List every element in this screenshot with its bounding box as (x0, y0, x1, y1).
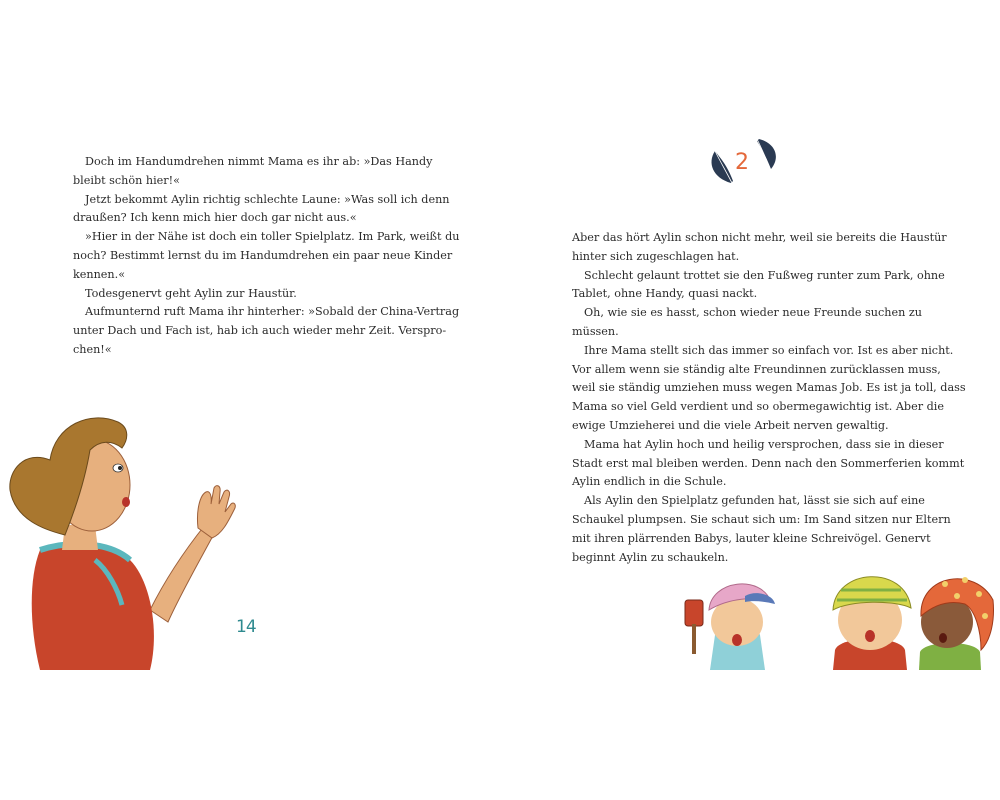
text-line: Mama so viel Geld verdient und so obermegawichtig ist. Aber die (572, 400, 944, 414)
text-line: Schlecht gelaunt trottet sie den Fußweg runter zum Park, ohne (584, 268, 945, 282)
feather-icon (712, 151, 733, 185)
text-line: Tablet, ohne Handy, quasi nackt. (572, 287, 758, 301)
paragraph (572, 267, 945, 305)
text-line: Mama hat Aylin hoch und heilig versprochen, dass sie in dieser (584, 437, 944, 451)
text-line: beginnt Aylin zu schaukeln. (572, 550, 729, 564)
left-page-text (73, 153, 460, 360)
right-page (500, 0, 1000, 800)
text-line: noch? Bestimmt lernst du im Handumdrehen ein paar neue Kinder (73, 248, 453, 262)
text-line: Aber das hört Aylin schon nicht mehr, weil sie bereits die Haustür (572, 231, 947, 244)
page-number: 14 (236, 617, 256, 637)
text-line: Jetzt bekommt Aylin richtig schlechte Laune: »Was soll ich denn (85, 192, 450, 206)
text-line: müssen. (572, 324, 619, 338)
paragraph (572, 436, 965, 492)
feather-icon (757, 139, 776, 171)
text-line: »Hier in der Nähe ist doch ein toller Spielplatz. Im Park, weißt du (85, 230, 460, 244)
text-line: draußen? Ich kenn mich hier doch gar nicht aus.« (73, 211, 357, 225)
paragraph (73, 191, 450, 229)
text-line: ewige Umzieherei und die viele Arbeit nerven gewaltig. (572, 418, 889, 432)
paragraph (73, 153, 433, 191)
text-line: weil sie ständig umziehen muss wegen Mamas Job. Es ist ja toll, dass (572, 381, 966, 395)
text-line: bleibt schön hier!« (73, 173, 180, 187)
text-line: chen!« (73, 342, 112, 356)
text-line: unter Dach und Fach ist, hab ich auch wieder mehr Zeit. Verspro- (73, 324, 447, 338)
text-line: Vor allem wenn sie ständig alte Freundinnen zurücklassen muss, (572, 362, 941, 376)
text-line: Schaukel plumpsen. Sie schaut sich um: Im Sand sitzen nur Eltern (572, 512, 951, 526)
text-line: Stadt erst mal bleiben werden. Denn nach den Sommerferien kommt (572, 456, 965, 470)
paragraph (572, 342, 966, 436)
right-page-text (572, 229, 966, 567)
text-line: hinter sich zugeschlagen hat. (572, 249, 740, 263)
text-line: Ihre Mama stellt sich das immer so einfach vor. Ist es aber nicht. (584, 343, 954, 357)
text-line: kennen.« (73, 267, 126, 281)
text-line: Aufmunternd ruft Mama ihr hinterher: »Sobald der China-Vertrag (85, 305, 460, 319)
paragraph (572, 492, 951, 567)
paragraph (572, 304, 922, 342)
text-line: Als Aylin den Spielplatz gefunden hat, lässt sie sich auf eine (584, 494, 925, 508)
girl-waving-illustration (0, 400, 260, 670)
chapter-heading (703, 133, 783, 193)
text-line: Oh, wie sie es hasst, schon wieder neue Freunde suchen zu (584, 306, 922, 320)
text-line: Doch im Handumdrehen nimmt Mama es ihr ab: »Das Handy (85, 155, 433, 168)
text-line: Todesgenervt geht Aylin zur Haustür. (85, 286, 297, 300)
text-line: mit ihren plärrenden Babys, lauter kleine Schreivögel. Genervt (572, 531, 931, 545)
paragraph (73, 303, 460, 359)
paragraph (73, 228, 460, 284)
crying-babies-illustration (675, 560, 1000, 670)
paragraph (73, 285, 413, 304)
chapter-number: 2 (735, 150, 749, 175)
text-line: Aylin endlich in die Schule. (572, 475, 727, 489)
paragraph (572, 229, 947, 267)
